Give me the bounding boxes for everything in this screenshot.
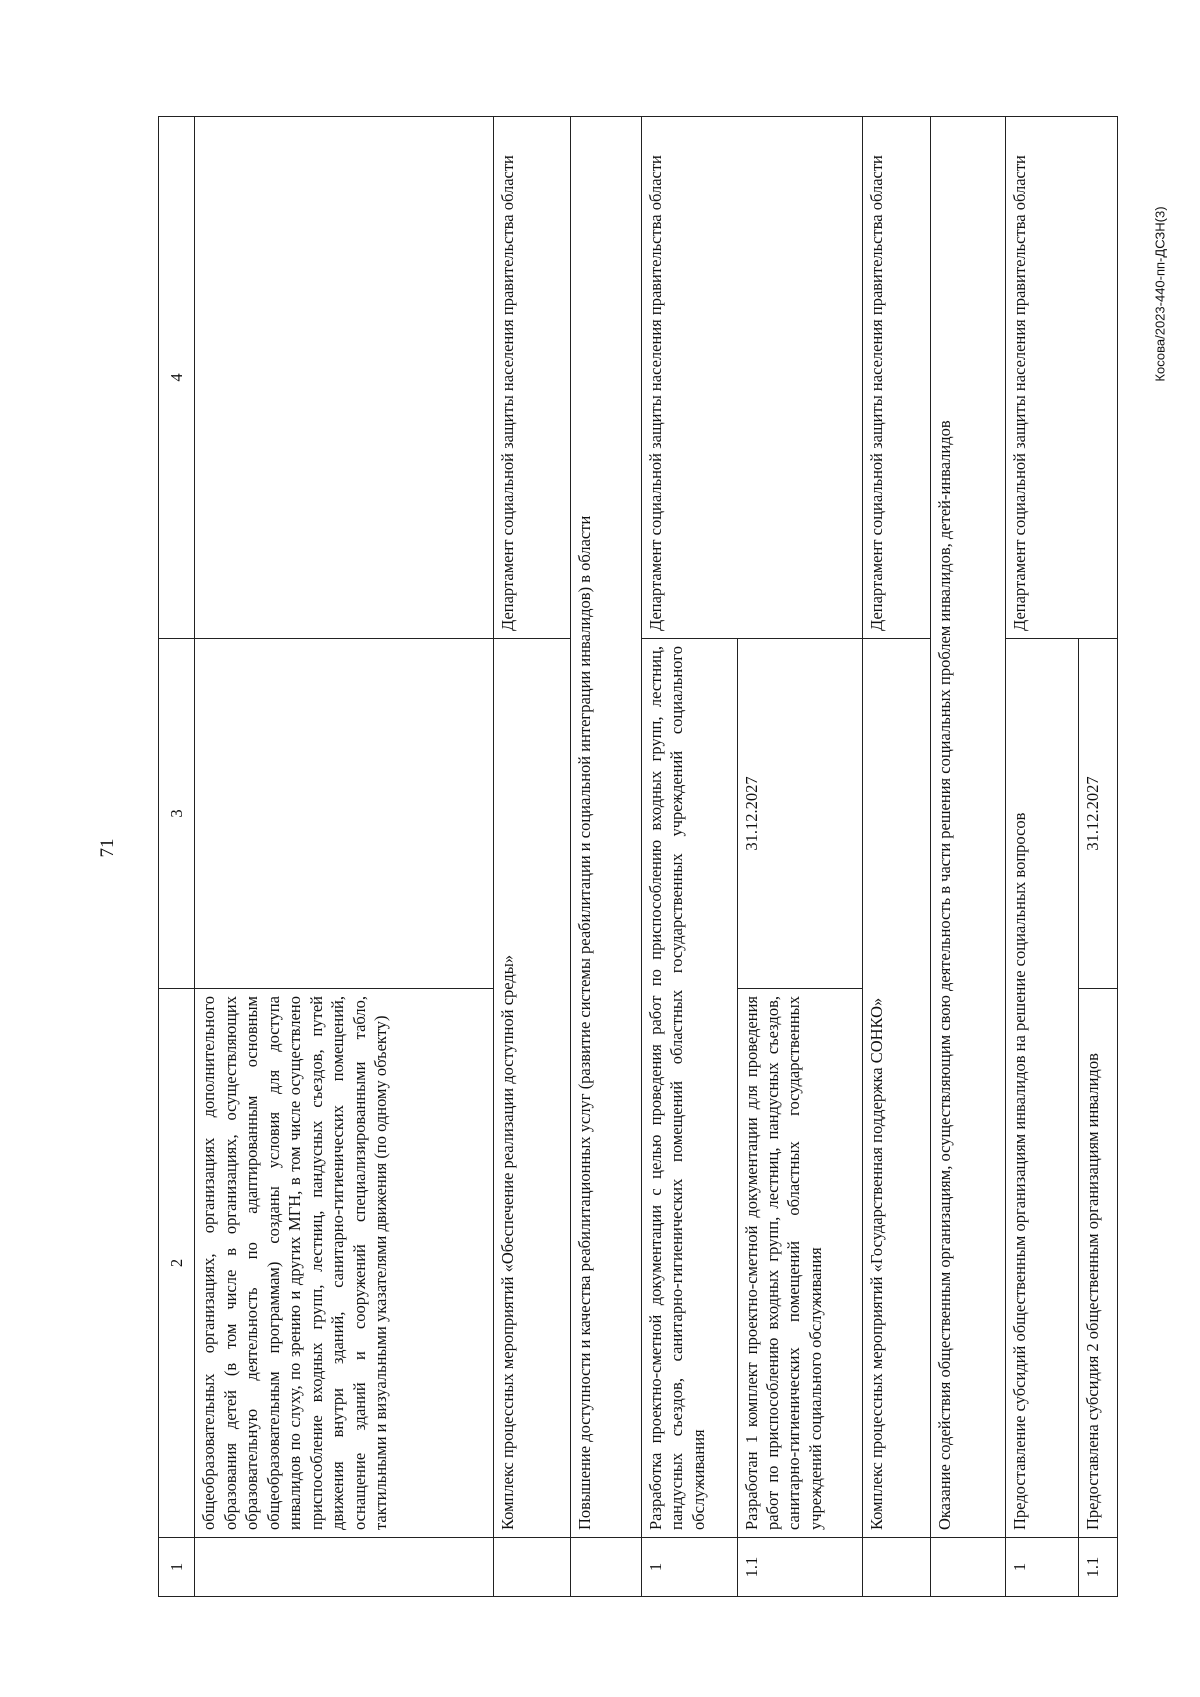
responsible-cell: Департамент социальной защиты населения правительства области [493,117,570,639]
table-row [1006,117,1079,1597]
table-row [571,117,642,1597]
table-row [195,117,493,1597]
deadline-cell: 31.12.2027 [737,639,862,989]
responsible-cell: Департамент социальной защиты населения правительства области [641,117,862,639]
complex-title-cell: Комплекс процессных мероприятий «Государственная поддержка СОНКО» [862,639,930,1538]
measure-text-cell: Предоставление субсидий общественным организациям инвалидов на решение социальных вопросов [1006,639,1079,1538]
responsible-cell: Департамент социальной защиты населения правительства области [862,117,930,639]
table-header-row [159,117,195,1597]
table-row [931,117,1006,1597]
result-text-cell: общеобразовательных организациях, организациях дополнительного образования детей (в том числе в организациях, осуществляющих образовательную деятельность по адаптированным основным общеобразовательным программам) созданы условия для доступа инвалидов по слуху, по зрению и других МГН, в том числе осуществлено приспособление входных групп, лестниц, пандусных съездов, путей движения внутри зданий, санитарно-гигиенических помещений, оснащение зданий и сооружений специализированными табло, тактильными и визуальными указателями движения (по одному объекту) [195,989,493,1538]
rotated-page-content [158,117,1118,1597]
row-number-cell [931,1538,1006,1597]
responsible-cell: Департамент социальной защиты населения правительства области [1006,117,1118,639]
deadline-cell [195,639,493,989]
header-cell: 3 [159,639,195,989]
result-text-cell: Разработан 1 комплект проектно-сметной документации для проведения работ по приспособлению входных групп, лестниц, пандусных съездов, санитарно-гигиенических помещений областных государственных учреждений социального обслуживания [737,989,862,1538]
responsible-cell [195,117,493,639]
row-number-cell [195,1538,493,1597]
table-row [641,117,737,1597]
measure-text-cell: Разработка проектно-сметной документации с целью проведения работ по приспособлению входных групп, лестниц, пандусных съездов, санитарно-гигиенических помещений областных государственных учреждений социального обслуживания [641,639,737,1538]
table-row [862,117,930,1597]
row-number-cell [571,1538,642,1597]
page-number: 71 [97,838,118,858]
task-title-cell: Оказание содействия общественным организациям, осуществляющим свою деятельность в части решения социальных проблем инвалидов, детей-инвалидов [931,117,1006,1538]
document-footer-id: Косова/2023-440-пп-ДСЗН(3) [1152,206,1168,382]
header-cell: 2 [159,989,195,1538]
deadline-cell: 31.12.2027 [1079,639,1118,989]
row-number-cell: 1 [641,1538,737,1597]
result-text-cell: Предоставлена субсидия 2 общественным организациям инвалидов [1079,989,1118,1538]
row-number-cell [493,1538,570,1597]
header-cell: 1 [159,1538,195,1597]
header-cell: 4 [159,117,195,639]
table-row [493,117,570,1597]
measures-table [158,116,1118,1597]
row-number-cell: 1 [1006,1538,1079,1597]
task-title-cell: Повышение доступности и качества реабилитационных услуг (развитие системы реабилитации и социальной интеграции инвалидов) в области [571,117,642,1538]
row-number-cell: 1.1 [1079,1538,1118,1597]
complex-title-cell: Комплекс процессных мероприятий «Обеспечение реализации доступной среды» [493,639,570,1538]
row-number-cell: 1.1 [737,1538,862,1597]
row-number-cell [862,1538,930,1597]
